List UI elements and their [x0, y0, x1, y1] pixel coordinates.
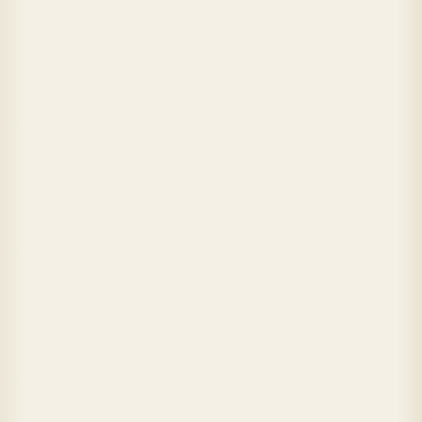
signature [40, 139, 358, 148]
body-paragraph-3 [40, 76, 386, 84]
body-paragraph-2 [40, 63, 386, 71]
body-paragraph-4 [40, 89, 386, 97]
body-paragraph-1 [40, 50, 386, 58]
body-paragraph-5 [40, 102, 386, 110]
closing-date [40, 124, 358, 133]
page-body [40, 50, 386, 110]
page-title [40, 22, 386, 36]
closing-block [40, 124, 386, 148]
